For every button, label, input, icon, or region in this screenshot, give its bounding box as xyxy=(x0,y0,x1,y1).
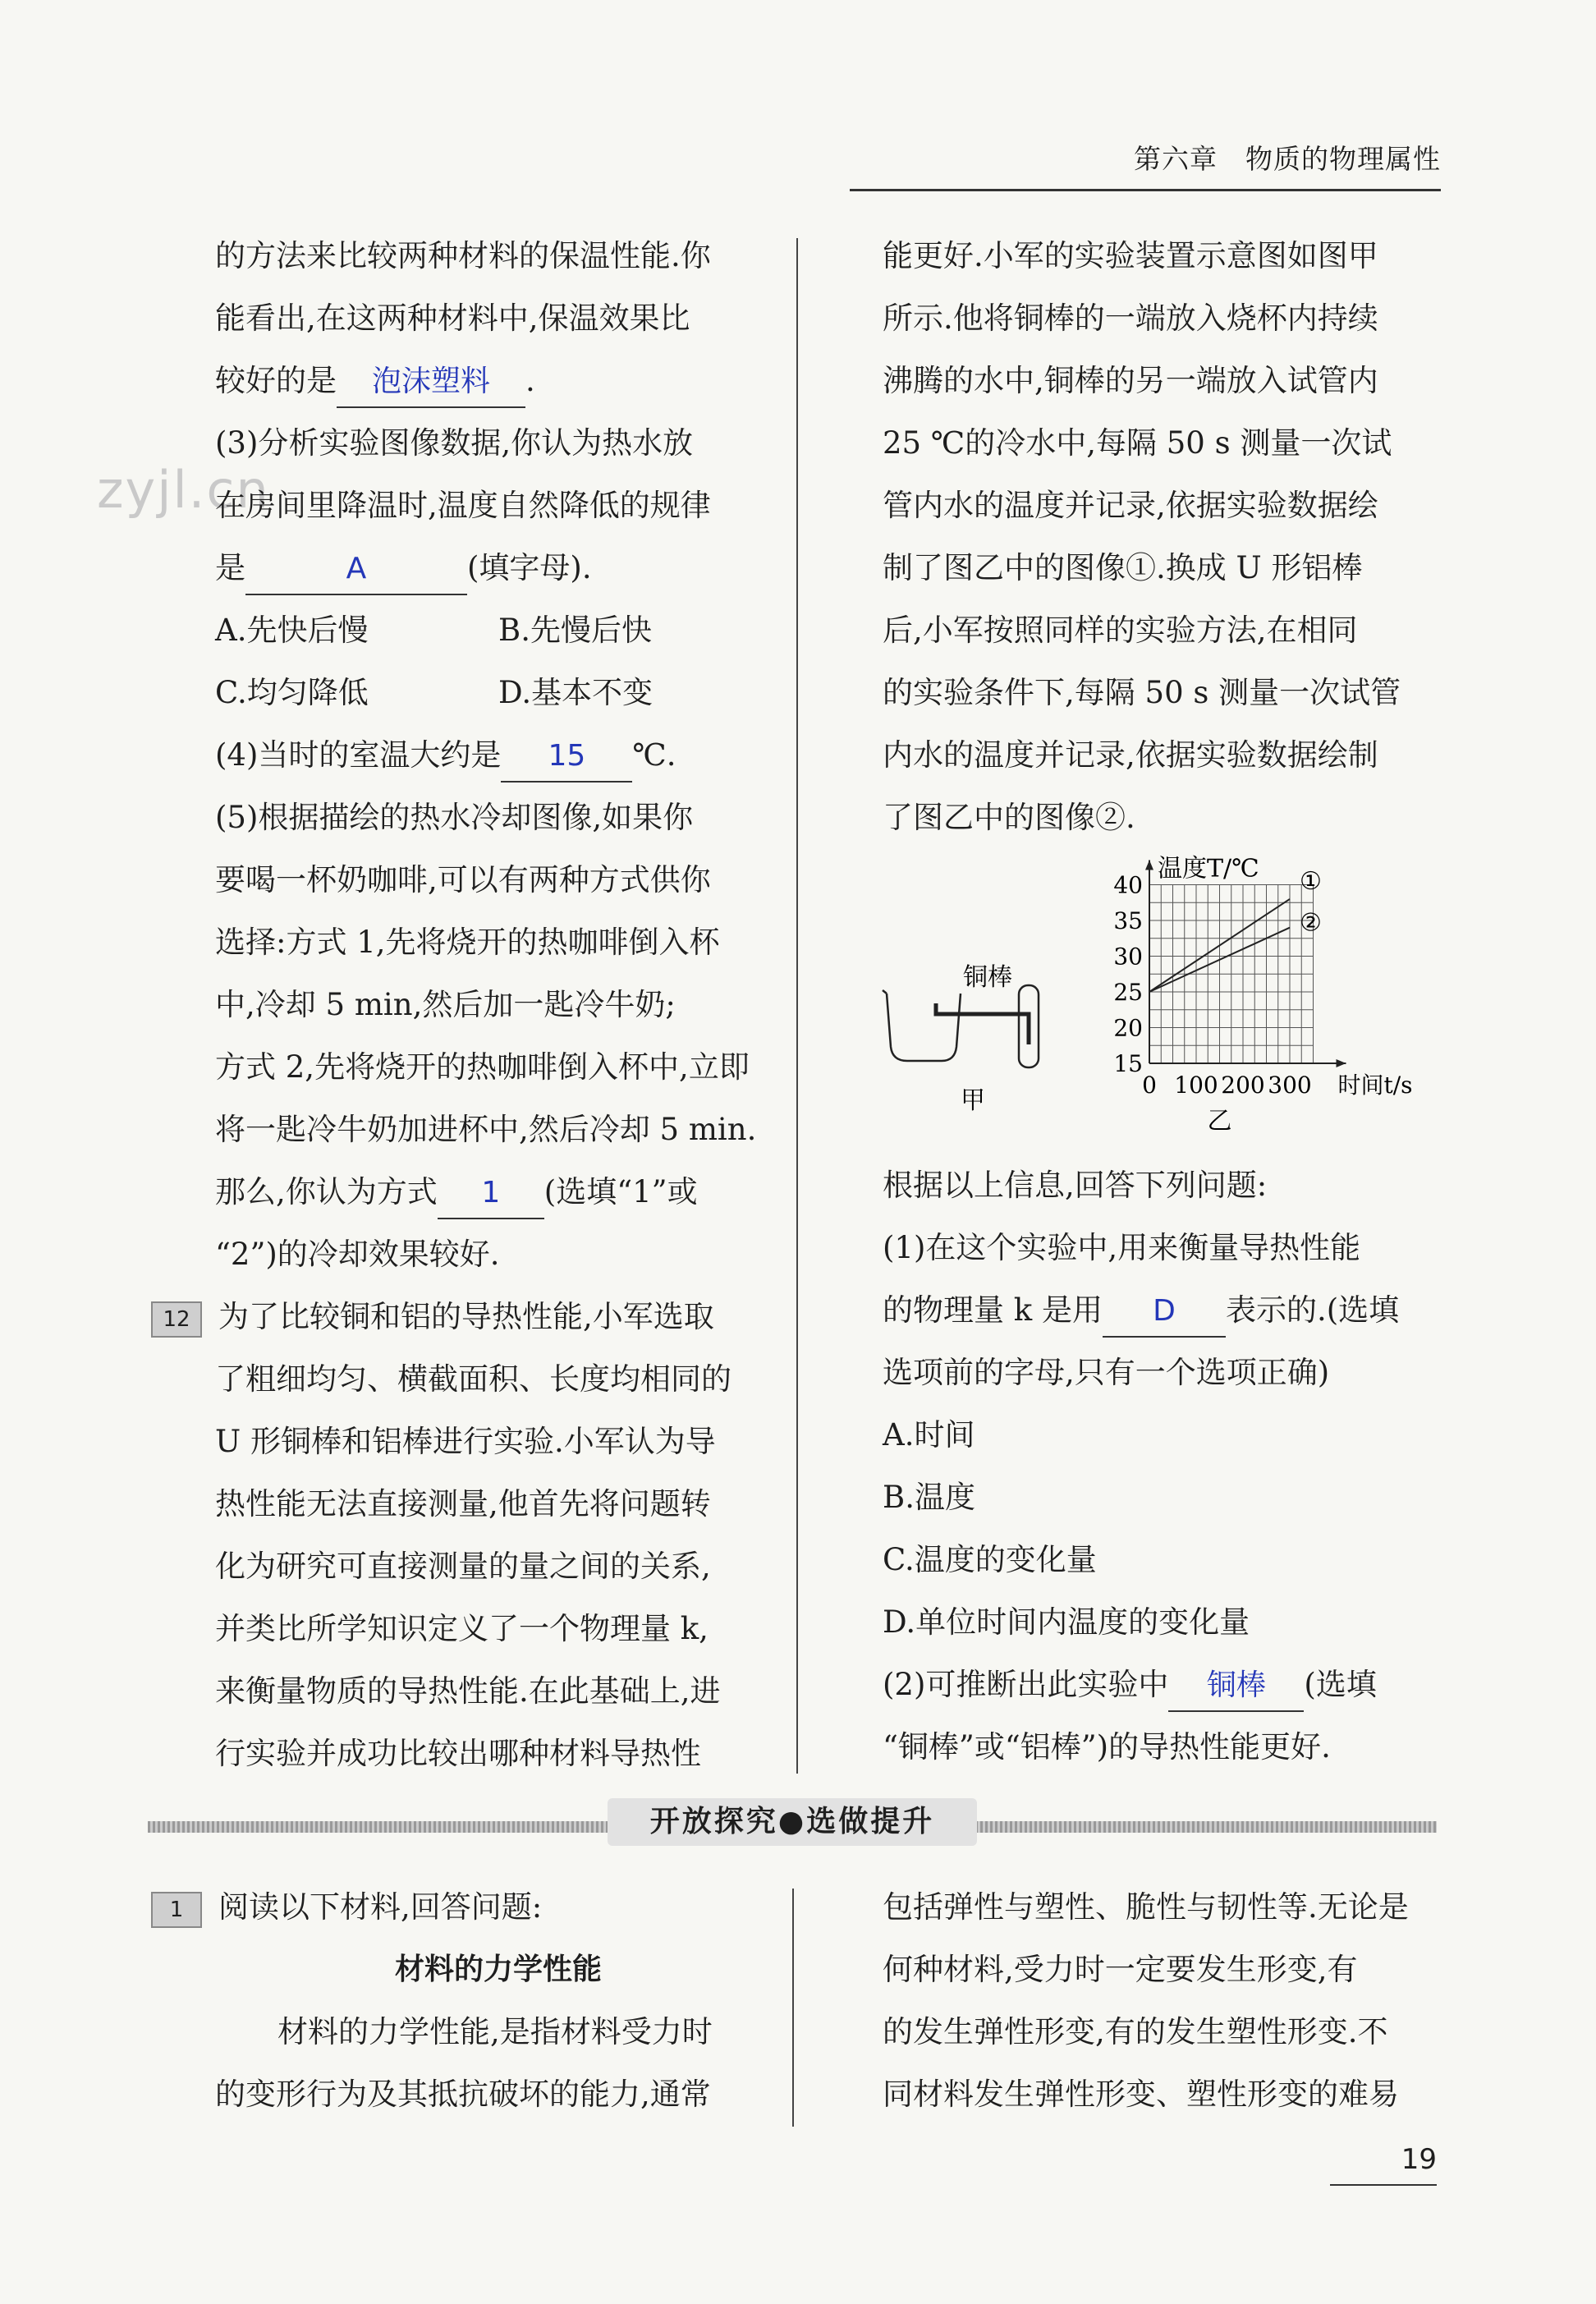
a2-line xyxy=(883,1654,1449,1716)
y-axis-label: 温度T/℃ xyxy=(1158,854,1259,884)
text-line: 何种材料,受力时一定要发生形变,有 xyxy=(883,1952,1358,1987)
option-c: C.温度的变化量 xyxy=(883,1542,1097,1577)
question-number-badge: 1 xyxy=(151,1892,202,1928)
y-tick-label: 40 xyxy=(1113,871,1143,899)
banner-center xyxy=(608,1798,977,1846)
page-number: 19 xyxy=(1401,2143,1437,2176)
text-line: 材料的力学性能,是指材料受力时 xyxy=(277,2014,713,2049)
y-tick-label: 35 xyxy=(1113,907,1143,934)
y-tick-labels xyxy=(1113,872,1143,1078)
text-line: 化为研究可直接测量的量之间的关系, xyxy=(215,1549,711,1584)
q12-text: 为了比较铜和铝的导热性能,小军选取 xyxy=(218,1299,714,1334)
option-a: A.时间 xyxy=(883,1417,975,1453)
jia-label: 甲 xyxy=(961,1086,985,1115)
text-line: 将一匙冷牛奶加进杯中,然后冷却 5 min. xyxy=(215,1112,757,1147)
text-line: 包括弹性与塑性、脆性与韧性等.无论是 xyxy=(883,1889,1409,1925)
text-line: 选择:方式 1,先将烧开的热咖啡倒入杯 xyxy=(215,925,720,960)
beaker-lip xyxy=(883,990,887,994)
text-line: 中,冷却 5 min,然后加一匙冷牛奶; xyxy=(215,987,676,1022)
a1-line xyxy=(883,1279,1449,1342)
x-tick-label: 100 xyxy=(1174,1072,1218,1099)
option-c: C.均匀降低 xyxy=(215,675,369,710)
a1-suffix: 表示的.(选填 xyxy=(1225,1292,1400,1328)
page-header xyxy=(850,131,1441,191)
column-divider xyxy=(796,238,798,1774)
y-tick-label: 25 xyxy=(1113,979,1143,1006)
x-tick-label: 0 xyxy=(1142,1072,1157,1099)
series-label-2: ② xyxy=(1300,908,1322,938)
q4-line xyxy=(215,724,782,787)
text-line: 了粗细均匀、横截面积、长度均相同的 xyxy=(215,1361,732,1397)
text-line: 管内水的温度并记录,依据实验数据绘 xyxy=(883,488,1378,523)
y-tick-label: 20 xyxy=(1113,1014,1143,1042)
text-line: 在房间里降温时,温度自然降低的规律 xyxy=(215,488,711,523)
text-line: 沸腾的水中,铜棒的另一端放入试管内 xyxy=(883,363,1378,398)
bottom-left-column xyxy=(169,1876,782,2126)
text-line: 热性能无法直接测量,他首先将问题转 xyxy=(215,1486,711,1521)
column-divider xyxy=(792,1889,794,2127)
text-line: 同材料发生弹性形变、塑性形变的难易 xyxy=(883,2077,1399,2112)
text-line: 制了图乙中的图像①.换成 U 形铝棒 xyxy=(883,550,1363,585)
text-line: (5)根据描绘的热水冷却图像,如果你 xyxy=(215,800,694,835)
text-line: (1)在这个实验中,用来衡量导热性能 xyxy=(883,1230,1361,1265)
option-b: B.先慢后快 xyxy=(498,613,652,648)
chart-grid xyxy=(1149,885,1314,1064)
a1-answer-blank[interactable]: D xyxy=(1103,1287,1226,1338)
a2-suffix: (选填 xyxy=(1304,1667,1377,1702)
text-line: 并类比所学知识定义了一个物理量 k, xyxy=(215,1611,709,1646)
text-line: 的方法来比较两种材料的保温性能.你 xyxy=(215,238,711,273)
bottom-right-column xyxy=(883,1876,1449,2126)
text-line: 25 ℃的冷水中,每隔 50 s 测量一次试 xyxy=(883,425,1392,461)
option-d: D.单位时间内温度的变化量 xyxy=(883,1604,1250,1640)
text-line: 内水的温度并记录,依据实验数据绘制 xyxy=(883,737,1378,773)
x-tick-label: 300 xyxy=(1268,1072,1312,1099)
text-line: 的实验条件下,每隔 50 s 测量一次试管 xyxy=(883,675,1401,710)
a2-answer-blank[interactable]: 铜棒 xyxy=(1168,1661,1304,1712)
text-line: 选项前的字母,只有一个选项正确) xyxy=(883,1355,1330,1390)
q2-answer-blank[interactable]: 泡沫塑料 xyxy=(337,357,525,408)
yi-label: 乙 xyxy=(1207,1107,1232,1136)
text-line: 所示.他将铜棒的一端放入烧杯内持续 xyxy=(883,301,1378,336)
option-b: B.温度 xyxy=(883,1480,975,1515)
x-tick-labels xyxy=(1142,1072,1312,1099)
q2-prefix: 较好的是 xyxy=(215,363,337,398)
q5-prefix: 那么,你认为方式 xyxy=(215,1174,438,1209)
text-line: 来衡量物质的导热性能.在此基础上,进 xyxy=(215,1673,721,1709)
beaker-icon xyxy=(887,994,961,1061)
q1-line xyxy=(169,1876,782,1939)
x-axis-arrow-icon xyxy=(1337,1059,1346,1067)
banner-title: 开放探究●选做提升 xyxy=(649,1805,935,1838)
watermark: zyjl.cn xyxy=(97,460,270,520)
q3-prefix: 是 xyxy=(215,550,245,585)
y-tick-label: 15 xyxy=(1113,1050,1143,1077)
text-line: “铜棒”或“铝棒”)的导热性能更好. xyxy=(883,1729,1331,1765)
text-line: 的发生弹性形变,有的发生塑性形变.不 xyxy=(883,2014,1388,2049)
q2-line xyxy=(215,350,782,412)
text-line: 能更好.小军的实验装置示意图如图甲 xyxy=(883,238,1378,273)
text-line: 了图乙中的图像②. xyxy=(883,800,1135,835)
q3-suffix: (填字母). xyxy=(467,550,592,585)
text-line: 后,小军按照同样的实验方法,在相同 xyxy=(883,613,1358,648)
series-lines xyxy=(1149,867,1322,992)
text-line: 行实验并成功比较出哪种材料导热性 xyxy=(215,1736,701,1771)
q3-options-row xyxy=(215,662,782,724)
y-tick-label: 30 xyxy=(1113,943,1143,971)
page-number-rule xyxy=(1330,2184,1437,2186)
q4-suffix: ℃. xyxy=(632,737,676,773)
q3-line xyxy=(215,537,782,599)
figure-svg xyxy=(883,854,1457,1166)
temperature-chart xyxy=(1113,855,1412,1136)
q4-prefix: (4)当时的室温大约是 xyxy=(215,737,502,773)
series-label-1: ① xyxy=(1300,866,1322,896)
article-title: 材料的力学性能 xyxy=(394,1953,602,1986)
q2-suffix: . xyxy=(525,363,535,398)
q12-first-line xyxy=(163,1286,782,1348)
q5-suffix: (选填“1”或 xyxy=(543,1174,698,1209)
q5-answer-line xyxy=(215,1161,782,1223)
x-tick-label: 200 xyxy=(1221,1072,1265,1099)
question-number-badge: 12 xyxy=(151,1301,202,1338)
apparatus-label: 铜棒 xyxy=(963,963,1012,992)
text-line: U 形铜棒和铝棒进行实验.小军认为导 xyxy=(215,1424,716,1459)
text-line: 能看出,在这两种材料中,保温效果比 xyxy=(215,301,690,336)
chapter-title: 第六章 物质的物理属性 xyxy=(1134,143,1441,175)
a2-prefix: (2)可推断出此实验中 xyxy=(883,1667,1169,1702)
text-line: “2”)的冷却效果较好. xyxy=(215,1237,500,1272)
text-line: 的变形行为及其抵抗破坏的能力,通常 xyxy=(215,2077,711,2112)
option-a: A.先快后慢 xyxy=(215,613,369,648)
q3-options-row xyxy=(215,599,782,662)
a1-prefix: 的物理量 k 是用 xyxy=(883,1292,1103,1328)
text-line: 要喝一杯奶咖啡,可以有两种方式供你 xyxy=(215,862,711,897)
experiment-figure xyxy=(883,854,1457,1166)
text-line: 方式 2,先将烧开的热咖啡倒入杯中,立即 xyxy=(215,1049,750,1085)
q4-answer-blank[interactable]: 15 xyxy=(501,732,632,783)
text-line: 根据以上信息,回答下列问题: xyxy=(883,1168,1268,1203)
q5-answer-blank[interactable]: 1 xyxy=(438,1168,544,1219)
option-d: D.基本不变 xyxy=(498,675,654,710)
text-line: (3)分析实验图像数据,你认为热水放 xyxy=(215,425,694,461)
copper-rod-icon xyxy=(936,1003,1029,1044)
q3-answer-blank[interactable]: A xyxy=(245,544,467,595)
apparatus-diagram xyxy=(883,963,1039,1115)
section-banner xyxy=(148,1798,1437,1847)
q1-intro: 阅读以下材料,回答问题: xyxy=(218,1889,543,1925)
x-axis-label: 时间t/s xyxy=(1337,1072,1413,1099)
